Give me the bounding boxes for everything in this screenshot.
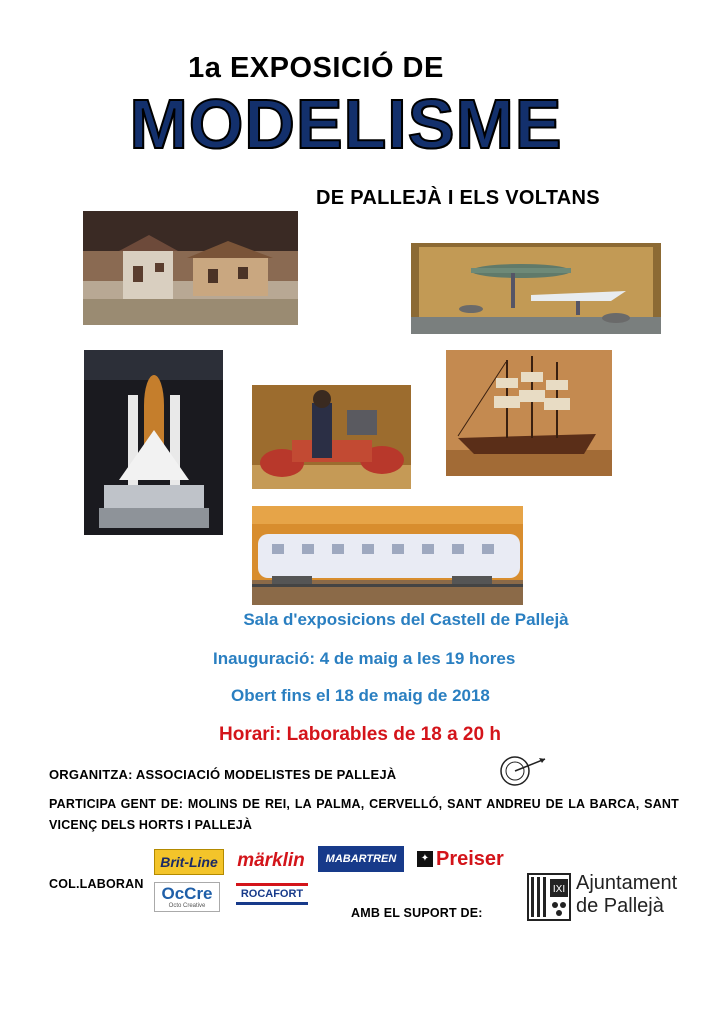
marklin-logo: märklin (237, 850, 305, 871)
schedule-text: Horari: Laborables de 18 a 20 h (219, 724, 501, 745)
occre-logo: OcCre Octo Creative (154, 882, 220, 912)
collaborators-label: COL.LABORAN (49, 877, 144, 891)
ajuntament-coat-of-arms-icon (527, 873, 571, 921)
ajuntament-name: Ajuntament de Pallejà (576, 872, 678, 917)
association-logo (497, 753, 549, 789)
photo-airplane-models (411, 243, 661, 334)
title-line-1: 1a EXPOSICIÓ DE (188, 52, 444, 84)
inauguration-text: Inauguració: 4 de maig a les 19 hores (213, 649, 516, 668)
photo-sailing-ship (446, 350, 612, 476)
photo-motorcycle (252, 385, 411, 489)
mabartren-logo: MABARTREN (318, 846, 404, 872)
organizer-text: ORGANITZA: ASSOCIACIÓ MODELISTES DE PALLEJÀ (49, 767, 397, 782)
preiser-logo: ✦ Preiser (417, 848, 505, 870)
open-until-text: Obert fins el 18 de maig de 2018 (231, 686, 490, 705)
photo-train-model (252, 506, 523, 605)
photo-village-diorama (83, 211, 298, 325)
preiser-emblem-icon: ✦ (417, 851, 433, 867)
main-title: MODELISME (129, 85, 563, 163)
participants-line-1: PARTICIPA GENT DE: MOLINS DE REI, LA PALMA, CERVELLÓ, SANT ANDREU DE LA BARCA, SANT (49, 797, 679, 811)
britline-logo: Brit-Line (154, 849, 224, 875)
rocafort-logo: ROCAFORT (236, 883, 308, 905)
photo-space-shuttle (84, 350, 223, 535)
venue-text: Sala d'exposicions del Castell de Pallejà (243, 610, 569, 629)
support-label: AMB EL SUPORT DE: (351, 906, 483, 920)
participants-line-2: VICENÇ DELS HORTS I PALLEJÀ (49, 818, 253, 832)
subtitle: DE PALLEJÀ I ELS VOLTANS (316, 187, 600, 209)
svg-text:IXI: IXI (552, 884, 566, 895)
